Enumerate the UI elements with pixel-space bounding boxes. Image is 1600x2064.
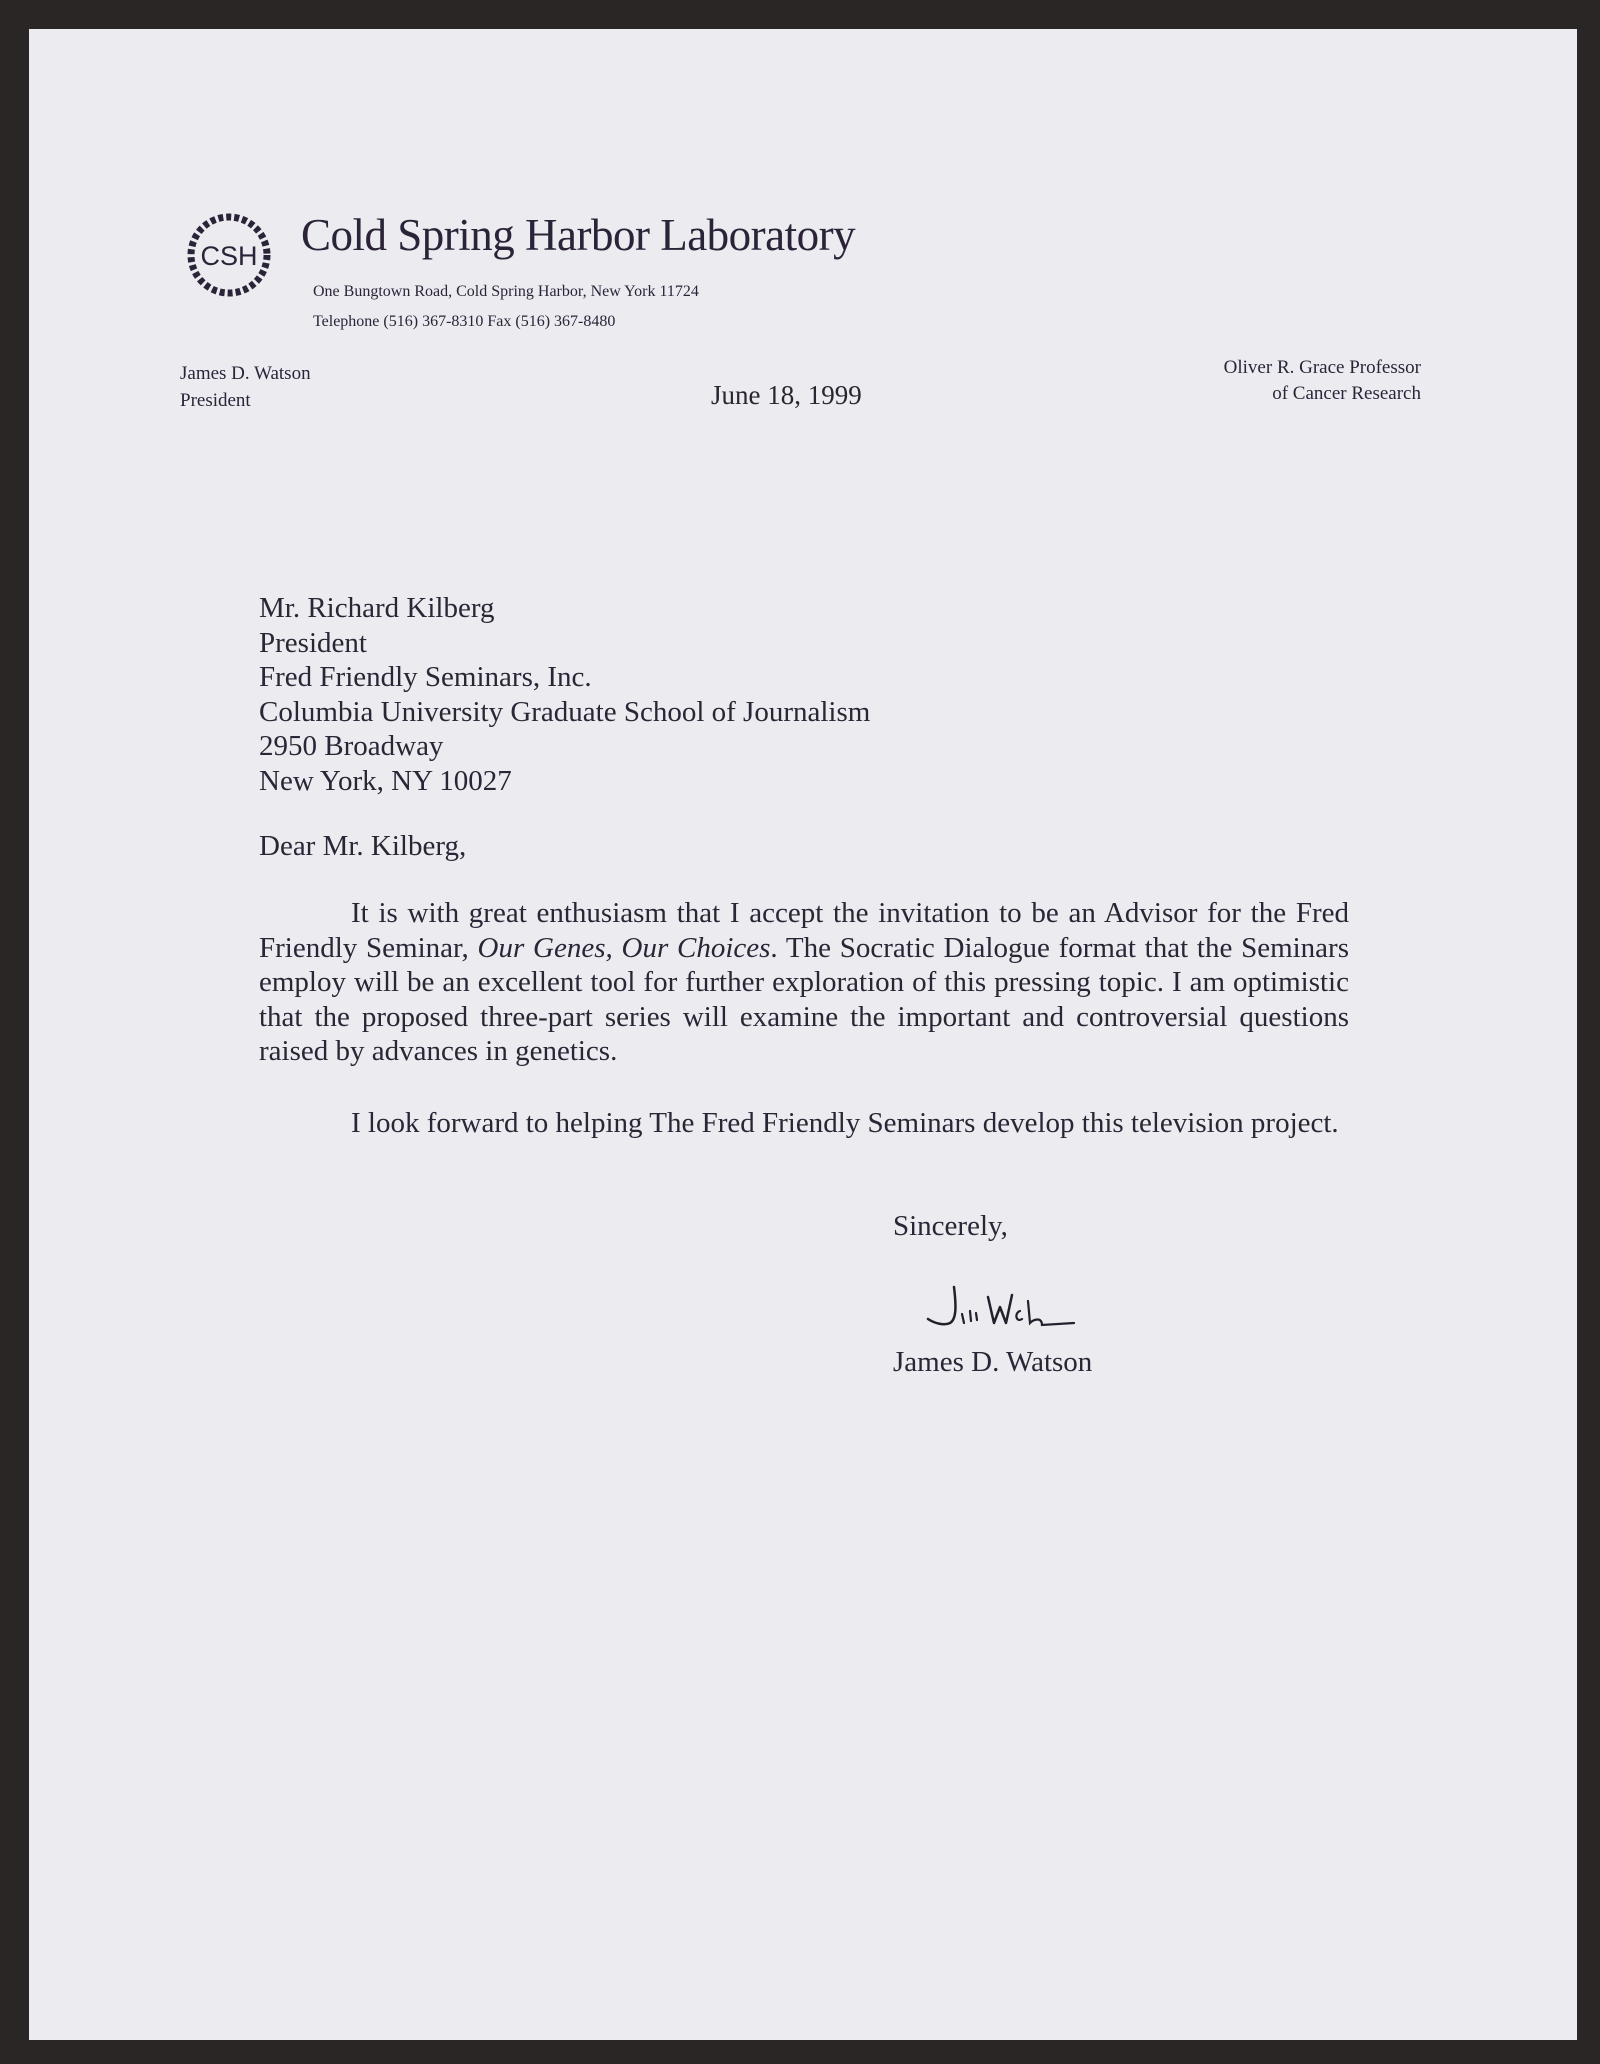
paragraph-1-text-cont: . The Socratic Dialogue format that the Seminars employ will be an excellent tool for further exploration of this pressing topic. I am optimistic that the proposed three-part series will examine the important and controversial questions raised by advances in genetics. <box>259 931 1349 1067</box>
chair-title-line1: Oliver R. Grace Professor <box>1223 357 1421 378</box>
recipient-line: President <box>259 626 367 659</box>
organization-phone-fax: Telephone (516) 367-8310 Fax (516) 367-8480 <box>313 313 616 330</box>
chair-title-line2: of Cancer Research <box>1272 383 1421 404</box>
recipient-line: Fred Friendly Seminars, Inc. <box>259 661 592 693</box>
paragraph-2 <box>259 1106 1349 1141</box>
signature <box>924 1279 1104 1339</box>
closing: Sincerely, <box>893 1210 1008 1242</box>
paragraph-2-text: I look forward to helping The Fred Friendly Seminars develop this television project. <box>351 1107 1339 1139</box>
svg-text:CSH: CSH <box>200 241 258 271</box>
paragraph-1 <box>259 896 1349 1069</box>
csh-logo <box>184 210 274 300</box>
letter-date: June 18, 1999 <box>711 380 862 410</box>
recipient-line: New York, NY 10027 <box>259 764 512 797</box>
recipient-line: Columbia University Graduate School of Journalism <box>259 695 871 728</box>
recipient-address <box>259 591 1349 798</box>
organization-address: One Bungtown Road, Cold Spring Harbor, New York 11724 <box>313 283 699 300</box>
recipient-line: 2950 Broadway <box>259 730 444 762</box>
salutation: Dear Mr. Kilberg, <box>259 830 467 862</box>
sender-title: President <box>180 390 251 411</box>
letter-page <box>29 29 1577 2040</box>
recipient-line: Mr. Richard Kilberg <box>259 592 495 624</box>
signer-name: James D. Watson <box>893 1346 1093 1378</box>
seminar-title: Our Genes, Our Choices <box>477 931 771 964</box>
organization-name: Cold Spring Harbor Laboratory <box>301 210 856 260</box>
paragraph-1-text: It is with great enthusiasm that I accept the invitation to be an Advisor for the Fred Friendly Seminar, <box>259 897 1349 964</box>
sender-name: James D. Watson <box>180 363 311 384</box>
